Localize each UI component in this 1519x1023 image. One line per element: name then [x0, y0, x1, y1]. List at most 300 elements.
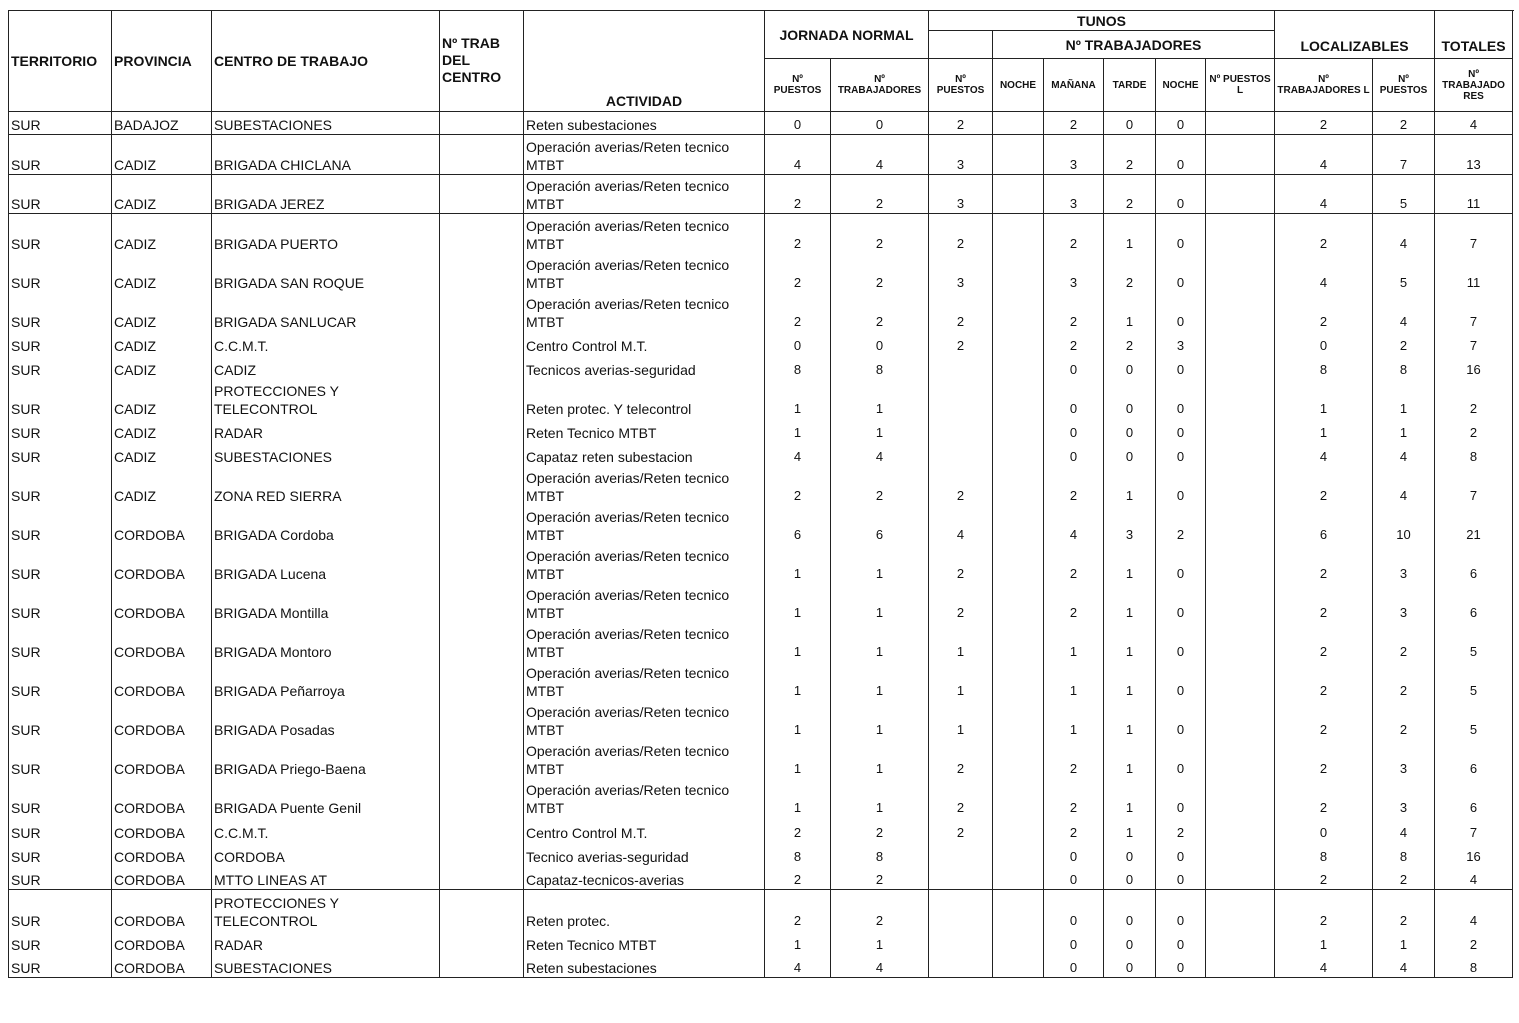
cell-t-tarde: 3 [1104, 505, 1156, 544]
cell-l-puestos [1206, 355, 1275, 379]
cell-provincia: CORDOBA [112, 505, 212, 544]
table-row [9, 544, 1513, 583]
cell-tot-trabajadores: 8 [1435, 442, 1513, 466]
cell-centro: CORDOBA [212, 842, 440, 866]
cell-jn-puestos: 1 [765, 930, 831, 954]
cell-jn-trabajadores: 2 [831, 817, 929, 842]
cell-t-tarde: 0 [1104, 866, 1156, 890]
cell-t-tarde: 0 [1104, 930, 1156, 954]
header-t-noche2: NOCHE [1156, 59, 1206, 112]
cell-t-tarde: 2 [1104, 253, 1156, 292]
cell-l-puestos [1206, 778, 1275, 817]
cell-t-manana: 1 [1044, 661, 1104, 700]
cell-actividad: Operación averias/Reten tecnico MTBT [524, 214, 765, 253]
cell-tot-trabajadores: 5 [1435, 700, 1513, 739]
cell-provincia: CORDOBA [112, 778, 212, 817]
table-row [9, 930, 1513, 954]
cell-jn-puestos: 0 [765, 331, 831, 355]
cell-actividad: Operación averias/Reten tecnico MTBT [524, 661, 765, 700]
header-localizables: LOCALIZABLES [1275, 11, 1435, 59]
cell-t-puestos [929, 355, 993, 379]
cell-tot-trabajadores: 16 [1435, 842, 1513, 866]
cell-centro: BRIGADA Puente Genil [212, 778, 440, 817]
cell-actividad: Capataz-tecnicos-averias [524, 866, 765, 890]
cell-centro: BRIGADA Priego-Baena [212, 739, 440, 778]
cell-l-trabajadores: 4 [1275, 442, 1373, 466]
cell-t-tarde: 1 [1104, 817, 1156, 842]
cell-provincia: CORDOBA [112, 817, 212, 842]
table-row [9, 505, 1513, 544]
cell-tot-puestos: 2 [1373, 661, 1435, 700]
cell-t-noche [993, 700, 1044, 739]
cell-centro: PROTECCIONES Y TELECONTROL [212, 890, 440, 930]
cell-provincia: CORDOBA [112, 930, 212, 954]
cell-actividad: Operación averias/Reten tecnico MTBT [524, 292, 765, 331]
table-row [9, 466, 1513, 505]
cell-actividad: Operación averias/Reten tecnico MTBT [524, 583, 765, 622]
cell-tot-trabajadores: 11 [1435, 175, 1513, 214]
cell-centro: BRIGADA Cordoba [212, 505, 440, 544]
cell-provincia: CADIZ [112, 355, 212, 379]
cell-t-tarde: 1 [1104, 583, 1156, 622]
cell-t-noche2: 0 [1156, 890, 1206, 930]
cell-l-trabajadores: 2 [1275, 112, 1373, 135]
table-row [9, 112, 1513, 135]
cell-provincia: CADIZ [112, 253, 212, 292]
cell-jn-puestos: 4 [765, 954, 831, 978]
cell-jn-puestos: 2 [765, 817, 831, 842]
cell-territorio: SUR [9, 442, 112, 466]
cell-jn-puestos: 1 [765, 583, 831, 622]
cell-actividad: Reten protec. Y telecontrol [524, 379, 765, 418]
cell-t-manana: 0 [1044, 930, 1104, 954]
cell-actividad: Centro Control M.T. [524, 817, 765, 842]
cell-tot-puestos: 8 [1373, 842, 1435, 866]
cell-t-tarde: 0 [1104, 842, 1156, 866]
cell-t-noche [993, 175, 1044, 214]
cell-centro: ZONA RED SIERRA [212, 466, 440, 505]
cell-t-manana: 2 [1044, 817, 1104, 842]
cell-t-noche2: 0 [1156, 700, 1206, 739]
cell-tot-trabajadores: 5 [1435, 622, 1513, 661]
cell-t-noche [993, 930, 1044, 954]
cell-centro: PROTECCIONES Y TELECONTROL [212, 379, 440, 418]
cell-tot-trabajadores: 8 [1435, 954, 1513, 978]
cell-t-puestos: 2 [929, 331, 993, 355]
cell-actividad: Operación averias/Reten tecnico MTBT [524, 253, 765, 292]
cell-t-tarde: 0 [1104, 112, 1156, 135]
cell-l-trabajadores: 4 [1275, 175, 1373, 214]
cell-l-trabajadores: 2 [1275, 466, 1373, 505]
cell-jn-puestos: 2 [765, 890, 831, 930]
cell-tot-trabajadores: 2 [1435, 930, 1513, 954]
cell-jn-puestos: 1 [765, 418, 831, 442]
cell-t-tarde: 1 [1104, 622, 1156, 661]
cell-centro: BRIGADA Montoro [212, 622, 440, 661]
cell-tot-puestos: 3 [1373, 583, 1435, 622]
cell-t-puestos [929, 930, 993, 954]
cell-l-puestos [1206, 379, 1275, 418]
cell-jn-puestos: 1 [765, 700, 831, 739]
cell-l-puestos [1206, 253, 1275, 292]
cell-jn-puestos: 6 [765, 505, 831, 544]
cell-jn-trabajadores: 1 [831, 739, 929, 778]
cell-ntrab [440, 292, 524, 331]
cell-provincia: CORDOBA [112, 954, 212, 978]
cell-jn-puestos: 2 [765, 214, 831, 253]
cell-l-puestos [1206, 544, 1275, 583]
cell-territorio: SUR [9, 700, 112, 739]
cell-jn-trabajadores: 1 [831, 778, 929, 817]
cell-t-noche [993, 292, 1044, 331]
cell-provincia: CADIZ [112, 331, 212, 355]
cell-t-noche2: 0 [1156, 175, 1206, 214]
staffing-table [8, 10, 1513, 978]
cell-tot-trabajadores: 7 [1435, 331, 1513, 355]
cell-l-puestos [1206, 175, 1275, 214]
table-row [9, 355, 1513, 379]
cell-jn-puestos: 0 [765, 112, 831, 135]
header-l-trabajadores: Nº TRABAJADORES L [1275, 59, 1373, 112]
cell-provincia: CORDOBA [112, 739, 212, 778]
cell-actividad: Operación averias/Reten tecnico MTBT [524, 505, 765, 544]
cell-jn-trabajadores: 2 [831, 890, 929, 930]
cell-t-puestos: 1 [929, 700, 993, 739]
cell-t-manana: 4 [1044, 505, 1104, 544]
cell-t-manana: 2 [1044, 739, 1104, 778]
cell-territorio: SUR [9, 379, 112, 418]
cell-l-puestos [1206, 622, 1275, 661]
cell-tot-trabajadores: 4 [1435, 112, 1513, 135]
table-row [9, 622, 1513, 661]
cell-tot-trabajadores: 6 [1435, 739, 1513, 778]
cell-jn-puestos: 2 [765, 866, 831, 890]
cell-jn-trabajadores: 1 [831, 930, 929, 954]
cell-jn-puestos: 4 [765, 442, 831, 466]
cell-jn-puestos: 2 [765, 253, 831, 292]
cell-t-manana: 2 [1044, 214, 1104, 253]
cell-provincia: CADIZ [112, 379, 212, 418]
cell-t-noche2: 0 [1156, 583, 1206, 622]
cell-l-trabajadores: 2 [1275, 778, 1373, 817]
table-row [9, 135, 1513, 175]
cell-ntrab [440, 778, 524, 817]
cell-tot-puestos: 1 [1373, 418, 1435, 442]
table-row [9, 778, 1513, 817]
cell-ntrab [440, 700, 524, 739]
cell-provincia: CORDOBA [112, 700, 212, 739]
cell-jn-puestos: 4 [765, 135, 831, 175]
cell-l-trabajadores: 8 [1275, 355, 1373, 379]
cell-t-tarde: 1 [1104, 214, 1156, 253]
cell-t-tarde: 0 [1104, 442, 1156, 466]
cell-jn-trabajadores: 2 [831, 253, 929, 292]
cell-ntrab [440, 379, 524, 418]
cell-territorio: SUR [9, 622, 112, 661]
cell-jn-trabajadores: 0 [831, 112, 929, 135]
cell-tot-trabajadores: 4 [1435, 866, 1513, 890]
cell-t-manana: 2 [1044, 331, 1104, 355]
cell-t-puestos [929, 842, 993, 866]
cell-jn-puestos: 2 [765, 292, 831, 331]
cell-l-trabajadores: 2 [1275, 739, 1373, 778]
cell-t-puestos: 2 [929, 112, 993, 135]
cell-t-noche2: 0 [1156, 544, 1206, 583]
cell-l-puestos [1206, 817, 1275, 842]
cell-territorio: SUR [9, 778, 112, 817]
cell-jn-trabajadores: 4 [831, 442, 929, 466]
cell-t-puestos: 2 [929, 739, 993, 778]
cell-t-noche2: 0 [1156, 661, 1206, 700]
table-row [9, 954, 1513, 978]
cell-l-puestos [1206, 890, 1275, 930]
cell-ntrab [440, 930, 524, 954]
cell-t-puestos: 3 [929, 175, 993, 214]
cell-territorio: SUR [9, 954, 112, 978]
cell-jn-trabajadores: 4 [831, 954, 929, 978]
cell-tot-puestos: 2 [1373, 331, 1435, 355]
cell-provincia: CORDOBA [112, 842, 212, 866]
cell-t-tarde: 0 [1104, 355, 1156, 379]
cell-jn-puestos: 1 [765, 739, 831, 778]
cell-centro: MTTO LINEAS AT [212, 866, 440, 890]
cell-t-puestos: 4 [929, 505, 993, 544]
cell-l-trabajadores: 4 [1275, 135, 1373, 175]
cell-jn-puestos: 1 [765, 661, 831, 700]
cell-t-puestos: 3 [929, 253, 993, 292]
cell-tot-trabajadores: 6 [1435, 544, 1513, 583]
cell-territorio: SUR [9, 890, 112, 930]
cell-centro: C.C.M.T. [212, 331, 440, 355]
cell-t-puestos: 1 [929, 661, 993, 700]
cell-territorio: SUR [9, 355, 112, 379]
cell-tot-puestos: 3 [1373, 778, 1435, 817]
cell-t-noche2: 3 [1156, 331, 1206, 355]
cell-centro: BRIGADA JEREZ [212, 175, 440, 214]
cell-t-puestos: 2 [929, 544, 993, 583]
table-header [9, 11, 1513, 112]
cell-territorio: SUR [9, 112, 112, 135]
cell-tot-trabajadores: 7 [1435, 214, 1513, 253]
cell-t-noche2: 0 [1156, 112, 1206, 135]
cell-actividad: Reten subestaciones [524, 954, 765, 978]
cell-centro: RADAR [212, 930, 440, 954]
table-row [9, 175, 1513, 214]
cell-t-noche [993, 842, 1044, 866]
cell-actividad: Capataz reten subestacion [524, 442, 765, 466]
cell-tot-puestos: 8 [1373, 355, 1435, 379]
cell-t-puestos: 2 [929, 778, 993, 817]
cell-l-puestos [1206, 930, 1275, 954]
cell-centro: SUBESTACIONES [212, 442, 440, 466]
cell-t-noche2: 0 [1156, 622, 1206, 661]
cell-tot-trabajadores: 13 [1435, 135, 1513, 175]
header-tot-trabajadores: Nº TRABAJADO RES [1435, 59, 1513, 112]
cell-jn-trabajadores: 1 [831, 583, 929, 622]
cell-l-puestos [1206, 842, 1275, 866]
cell-actividad: Reten Tecnico MTBT [524, 930, 765, 954]
cell-jn-trabajadores: 4 [831, 135, 929, 175]
table-row [9, 700, 1513, 739]
cell-jn-trabajadores: 2 [831, 175, 929, 214]
cell-tot-puestos: 4 [1373, 292, 1435, 331]
cell-actividad: Operación averias/Reten tecnico MTBT [524, 466, 765, 505]
cell-t-puestos [929, 418, 993, 442]
cell-tot-puestos: 4 [1373, 214, 1435, 253]
cell-jn-trabajadores: 6 [831, 505, 929, 544]
cell-jn-puestos: 1 [765, 544, 831, 583]
cell-territorio: SUR [9, 583, 112, 622]
cell-t-puestos: 3 [929, 135, 993, 175]
cell-l-trabajadores: 2 [1275, 890, 1373, 930]
cell-ntrab [440, 866, 524, 890]
cell-ntrab [440, 544, 524, 583]
cell-jn-trabajadores: 1 [831, 418, 929, 442]
document-sheet [8, 10, 1512, 978]
table-row [9, 379, 1513, 418]
cell-provincia: CADIZ [112, 442, 212, 466]
cell-ntrab [440, 954, 524, 978]
cell-l-trabajadores: 2 [1275, 622, 1373, 661]
cell-actividad: Reten protec. [524, 890, 765, 930]
cell-t-manana: 2 [1044, 292, 1104, 331]
cell-t-tarde: 0 [1104, 890, 1156, 930]
cell-jn-trabajadores: 1 [831, 622, 929, 661]
cell-t-noche [993, 866, 1044, 890]
cell-tot-trabajadores: 4 [1435, 890, 1513, 930]
cell-t-manana: 1 [1044, 622, 1104, 661]
cell-t-tarde: 0 [1104, 379, 1156, 418]
cell-provincia: CORDOBA [112, 866, 212, 890]
cell-tot-trabajadores: 21 [1435, 505, 1513, 544]
cell-t-tarde: 1 [1104, 292, 1156, 331]
cell-provincia: CORDOBA [112, 890, 212, 930]
cell-jn-trabajadores: 8 [831, 842, 929, 866]
cell-ntrab [440, 418, 524, 442]
table-row [9, 739, 1513, 778]
table-row [9, 890, 1513, 930]
header-t-manana: MAÑANA [1044, 59, 1104, 112]
cell-centro: BRIGADA SANLUCAR [212, 292, 440, 331]
cell-tot-puestos: 2 [1373, 622, 1435, 661]
cell-actividad: Operación averias/Reten tecnico MTBT [524, 778, 765, 817]
cell-l-trabajadores: 4 [1275, 253, 1373, 292]
header-turnos: TUNOS [929, 11, 1275, 31]
cell-t-noche [993, 890, 1044, 930]
header-turnos-blank [929, 31, 993, 59]
cell-l-trabajadores: 0 [1275, 817, 1373, 842]
cell-l-trabajadores: 1 [1275, 418, 1373, 442]
cell-t-puestos [929, 866, 993, 890]
cell-territorio: SUR [9, 505, 112, 544]
cell-t-noche [993, 214, 1044, 253]
cell-tot-trabajadores: 7 [1435, 466, 1513, 505]
cell-provincia: CORDOBA [112, 583, 212, 622]
cell-jn-trabajadores: 1 [831, 544, 929, 583]
cell-t-tarde: 1 [1104, 466, 1156, 505]
cell-ntrab [440, 466, 524, 505]
cell-tot-puestos: 5 [1373, 175, 1435, 214]
cell-centro: BRIGADA Peñarroya [212, 661, 440, 700]
cell-l-puestos [1206, 112, 1275, 135]
cell-l-puestos [1206, 292, 1275, 331]
cell-t-manana: 0 [1044, 355, 1104, 379]
cell-t-noche2: 0 [1156, 442, 1206, 466]
cell-tot-trabajadores: 16 [1435, 355, 1513, 379]
cell-t-tarde: 1 [1104, 661, 1156, 700]
cell-t-noche [993, 954, 1044, 978]
cell-tot-puestos: 4 [1373, 442, 1435, 466]
cell-jn-trabajadores: 1 [831, 379, 929, 418]
cell-t-puestos: 2 [929, 214, 993, 253]
cell-t-manana: 3 [1044, 135, 1104, 175]
cell-l-trabajadores: 2 [1275, 700, 1373, 739]
cell-centro: BRIGADA PUERTO [212, 214, 440, 253]
cell-t-noche [993, 622, 1044, 661]
cell-t-noche2: 0 [1156, 930, 1206, 954]
cell-provincia: CORDOBA [112, 661, 212, 700]
cell-jn-puestos: 8 [765, 355, 831, 379]
cell-t-manana: 0 [1044, 379, 1104, 418]
cell-t-noche [993, 253, 1044, 292]
cell-l-puestos [1206, 466, 1275, 505]
cell-t-noche2: 2 [1156, 817, 1206, 842]
cell-t-puestos: 2 [929, 292, 993, 331]
header-jn-puestos: Nº PUESTOS [765, 59, 831, 112]
header-ntrabajadores: Nº TRABAJADORES [993, 31, 1275, 59]
cell-ntrab [440, 331, 524, 355]
cell-tot-puestos: 2 [1373, 112, 1435, 135]
cell-t-noche2: 0 [1156, 135, 1206, 175]
header-t-puestos: Nº PUESTOS [929, 59, 993, 112]
cell-tot-puestos: 2 [1373, 700, 1435, 739]
cell-t-tarde: 2 [1104, 175, 1156, 214]
cell-t-manana: 0 [1044, 418, 1104, 442]
cell-tot-trabajadores: 6 [1435, 583, 1513, 622]
cell-t-puestos: 1 [929, 622, 993, 661]
cell-tot-puestos: 5 [1373, 253, 1435, 292]
cell-t-noche [993, 778, 1044, 817]
cell-t-noche [993, 112, 1044, 135]
cell-tot-trabajadores: 2 [1435, 379, 1513, 418]
header-provincia: PROVINCIA [112, 11, 212, 112]
cell-l-trabajadores: 2 [1275, 544, 1373, 583]
cell-actividad: Tecnico averias-seguridad [524, 842, 765, 866]
cell-ntrab [440, 355, 524, 379]
cell-t-manana: 0 [1044, 890, 1104, 930]
cell-actividad: Operación averias/Reten tecnico MTBT [524, 622, 765, 661]
cell-ntrab [440, 622, 524, 661]
cell-tot-puestos: 1 [1373, 379, 1435, 418]
cell-l-trabajadores: 4 [1275, 954, 1373, 978]
cell-l-puestos [1206, 739, 1275, 778]
cell-tot-trabajadores: 7 [1435, 817, 1513, 842]
cell-jn-trabajadores: 0 [831, 331, 929, 355]
cell-t-manana: 1 [1044, 700, 1104, 739]
cell-provincia: CORDOBA [112, 622, 212, 661]
cell-l-trabajadores: 1 [1275, 930, 1373, 954]
cell-ntrab [440, 739, 524, 778]
cell-l-trabajadores: 6 [1275, 505, 1373, 544]
cell-t-noche [993, 331, 1044, 355]
cell-t-puestos [929, 890, 993, 930]
cell-jn-trabajadores: 2 [831, 214, 929, 253]
cell-t-manana: 0 [1044, 866, 1104, 890]
table-row [9, 442, 1513, 466]
cell-l-trabajadores: 8 [1275, 842, 1373, 866]
cell-territorio: SUR [9, 418, 112, 442]
cell-ntrab [440, 442, 524, 466]
